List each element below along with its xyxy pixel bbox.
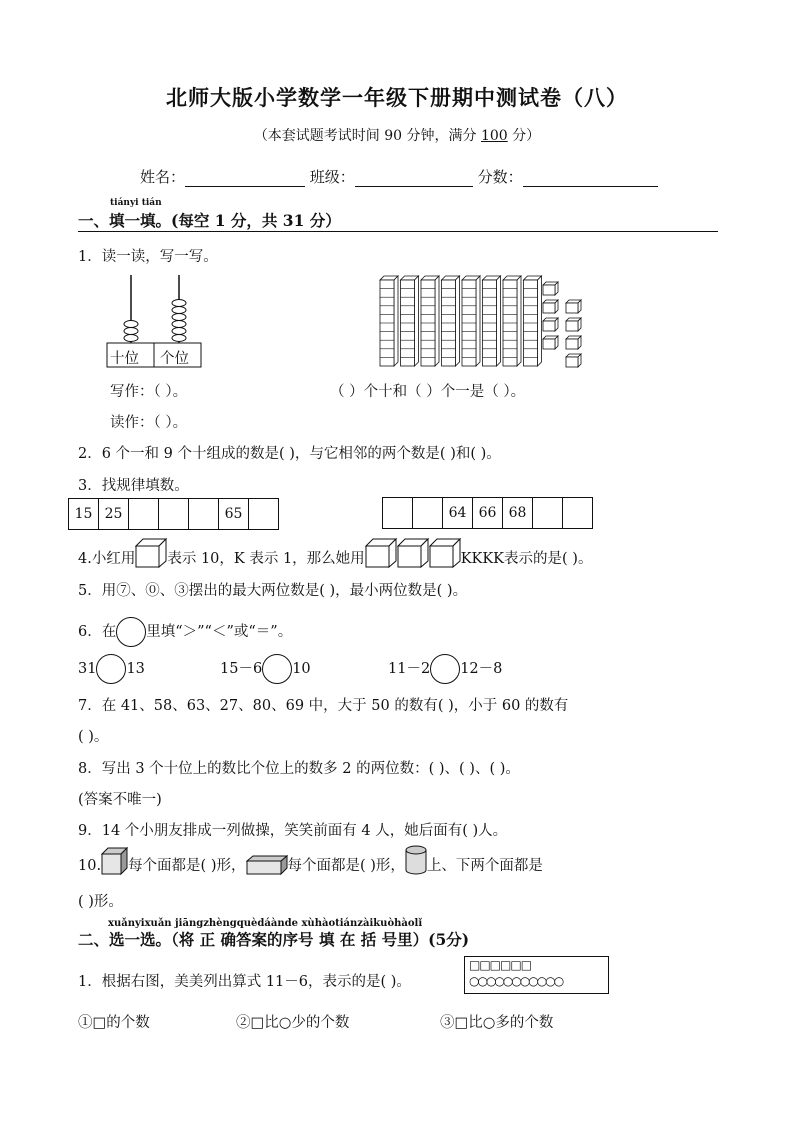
- seq2-cell[interactable]: [383, 498, 413, 529]
- seq2-cell[interactable]: [533, 498, 563, 529]
- q7-line1: 7．在 41、58、63、27、80、69 中，大于 50 的数有( )，小于 60 的数有: [78, 698, 569, 714]
- class-field[interactable]: [355, 170, 473, 187]
- cuboid-shape-icon: [246, 855, 288, 875]
- cylinder-shape-icon: [405, 845, 427, 875]
- compare-circle[interactable]: [262, 654, 292, 684]
- ten-rod: [442, 276, 460, 366]
- unit-cube: [566, 300, 581, 313]
- name-label: 姓名：: [140, 168, 186, 186]
- squares-circles-figure: [464, 956, 609, 994]
- score-field[interactable]: [523, 170, 658, 187]
- name-field[interactable]: [185, 170, 305, 187]
- cube-icon: [397, 538, 429, 568]
- section2-pinyin: xuǎnyixuǎn jiāngzhèngquèdáànde xùhàotiánzàikuòhàolǐ: [108, 918, 423, 929]
- seq1-cell[interactable]: [189, 499, 219, 530]
- seq1-cell: 25: [99, 499, 129, 530]
- compare-circle[interactable]: [430, 654, 460, 684]
- seq1-cell: 15: [69, 499, 99, 530]
- ten-rod: [401, 276, 419, 366]
- q6-expr-3: 11－2 12－8: [388, 654, 502, 684]
- q6-row: 6．在 里填“＞”“＜”或“＝”。: [78, 617, 292, 647]
- option-3[interactable]: ③□比○多的个数: [440, 1015, 554, 1031]
- compare-circle[interactable]: [96, 654, 126, 684]
- seq1-cell[interactable]: [129, 499, 159, 530]
- q8-line1: 8．写出 3 个十位上的数比个位上的数多 2 的两位数：( )、( )、( )。: [78, 761, 520, 777]
- seq2-cell: 66: [473, 498, 503, 529]
- ten-rod: [483, 276, 501, 366]
- ten-rod: [524, 276, 542, 366]
- full-score: 100: [480, 128, 508, 144]
- abacus-tens-label: 十位: [110, 351, 139, 367]
- ten-rod: [462, 276, 480, 366]
- q9-text: 9．14 个小朋友排成一列做操，笑笑前面有 4 人，她后面有( )人。: [78, 823, 508, 839]
- squares-row: □□□□□□: [469, 958, 532, 972]
- cube-icon: [365, 538, 397, 568]
- unit-cube: [543, 336, 558, 349]
- q6-expr-2: 15－6 10: [220, 654, 311, 684]
- section1-title: 一、填一填。(每空 1 分，共 31 分）: [78, 211, 341, 230]
- s2-q1-text: 1．根据右图，美美列出算式 11－6，表示的是( )。: [78, 974, 411, 990]
- ten-rod: [380, 276, 398, 366]
- q7-line2: ( )。: [78, 729, 109, 745]
- q1-write-line: 写作：（ ）。: [110, 384, 188, 400]
- abacus-ones-label: 个位: [160, 351, 189, 367]
- ten-rod: [503, 276, 521, 366]
- q5-text: 5．用⑦、⓪、③摆出的最大两位数是( )，最小两位数是( )。: [78, 583, 468, 599]
- unit-cube: [543, 282, 558, 295]
- ten-rod: [421, 276, 439, 366]
- q4-row: 4.小红用 表示 10，K 表示 1，那么她用 KKKK表示的是( )。: [78, 538, 592, 568]
- cube-icon: [429, 538, 461, 568]
- cube-shape-icon: [101, 847, 128, 875]
- student-info-row: [140, 166, 658, 187]
- exam-subtitle: （本套试题考试时间 90 分钟，满分 100 分）: [253, 128, 541, 144]
- section1-pinyin: tiányi tián: [110, 198, 162, 208]
- seq1-cell[interactable]: [159, 499, 189, 530]
- q1-blocks-line: （ ）个十和（ ）个一是（ ）。: [330, 384, 526, 400]
- q2-text: 2．6 个一和 9 个十组成的数是( )，与它相邻的两个数是( )和( )。: [78, 446, 501, 462]
- option-1[interactable]: ①□的个数: [78, 1015, 150, 1031]
- q8-line2: (答案不唯一): [78, 792, 162, 808]
- compare-circle: [116, 617, 146, 647]
- unit-cube: [566, 318, 581, 331]
- q3-text: 3．找规律填数。: [78, 478, 189, 494]
- sequence-table-2: [382, 497, 593, 529]
- q1-read-line: 读作：（ ）。: [110, 415, 188, 431]
- section1-divider: [78, 231, 718, 232]
- seq2-cell[interactable]: [413, 498, 443, 529]
- unit-cube: [543, 318, 558, 331]
- score-label: 分数：: [477, 168, 523, 186]
- seq1-cell[interactable]: [249, 499, 279, 530]
- seq2-cell: 64: [443, 498, 473, 529]
- place-value-blocks: [378, 272, 588, 372]
- class-label: 班级：: [309, 168, 355, 186]
- q10-row: 10. 每个面都是( )形， 每个面都是( )形， 上、下两个面都是: [78, 845, 543, 875]
- unit-cube: [566, 336, 581, 349]
- q10-line2: ( )形。: [78, 894, 123, 910]
- sequence-table-1: [68, 498, 279, 530]
- seq2-cell: 68: [503, 498, 533, 529]
- option-2[interactable]: ②□比○少的个数: [236, 1015, 350, 1031]
- circles-row: ○○○○○○○○○○○: [469, 974, 563, 988]
- seq2-cell[interactable]: [563, 498, 593, 529]
- section2-title: 二、选一选。（将 正 确答案的序号 填 在 括 号里）(5分): [78, 930, 470, 949]
- q1-text: 1．读一读，写一写。: [78, 249, 218, 265]
- unit-cube: [566, 354, 581, 367]
- cube-icon: [135, 538, 167, 568]
- seq1-cell: 65: [219, 499, 249, 530]
- q6-expr-1: 31 13: [78, 654, 145, 684]
- unit-cube: [543, 300, 558, 313]
- page-title: 北师大版小学数学一年级下册期中测试卷（八）: [166, 85, 628, 110]
